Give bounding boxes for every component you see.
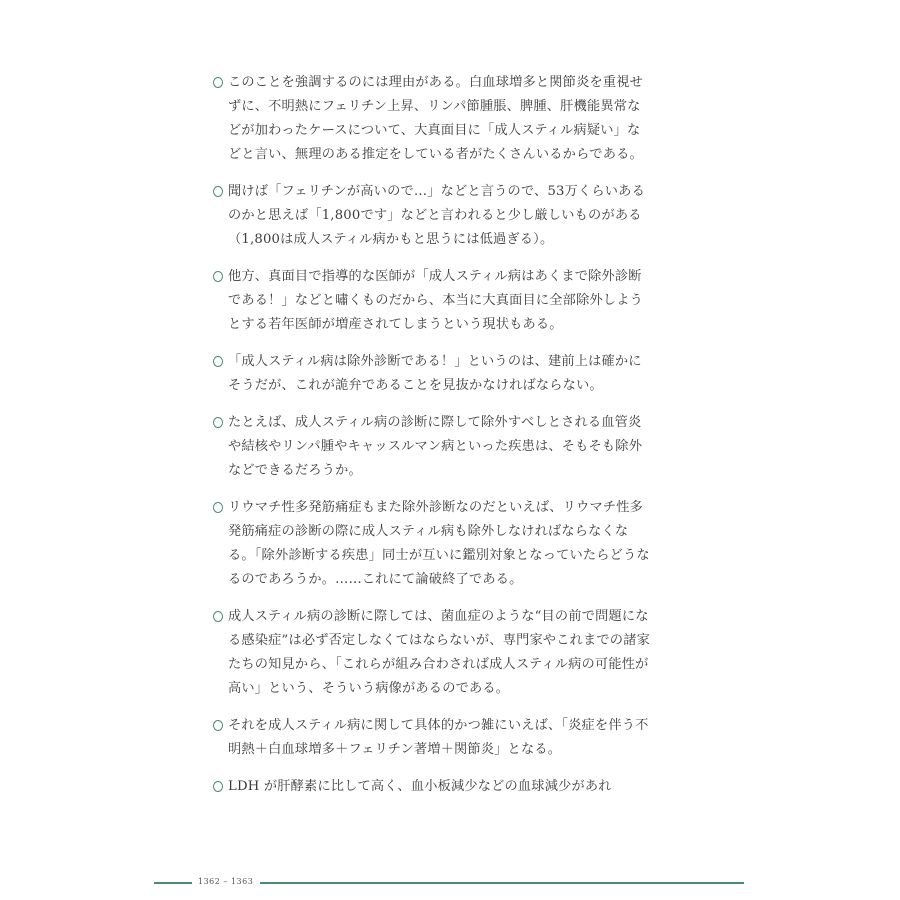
circle-bullet-icon <box>213 271 223 282</box>
paragraph-text: LDH が肝酵素に比して高く、血小板減少などの血球減少があれ <box>228 779 612 794</box>
circle-bullet-icon <box>213 186 223 197</box>
circle-bullet-icon <box>213 611 223 622</box>
circle-bullet-icon <box>213 720 223 731</box>
circle-bullet-icon <box>213 356 223 367</box>
footer-rule <box>154 882 192 884</box>
paragraph <box>213 180 653 252</box>
paragraph <box>213 350 653 398</box>
paragraph-text: たとえば、成人スティル病の診断に際して除外すべしとされる血管炎や結核やリンパ腫やキャッスルマン病といった疾患は、そもそも除外などできるだろうか。 <box>228 415 643 478</box>
paragraph-text: 他方、真面目で指導的な医師が「成人スティル病はあくまで除外診断である！」などと嘯くものだから、本当に大真面目に全部除外しようとする若年医師が増産されてしまうという現状もある。 <box>228 269 644 332</box>
paragraph <box>213 496 653 592</box>
paragraph <box>213 605 653 701</box>
circle-bullet-icon <box>213 417 223 428</box>
paragraph <box>213 411 653 483</box>
footer-rule <box>260 882 744 884</box>
paragraph <box>213 775 653 799</box>
paragraph-text: それを成人スティル病に関して具体的かつ雑にいえば、「炎症を伴う不明熱＋白血球増多＋フェリチン著増＋関節炎」となる。 <box>228 718 649 757</box>
circle-bullet-icon <box>213 77 223 88</box>
page-footer <box>154 876 744 888</box>
paragraph-text: 聞けば「フェリチンが高いので…」などと言うので、53万くらいあるのかと思えば「1,800です」などと言われると少し厳しいものがある（1,800は成人スティル病かもと思うには低過ぎる）。 <box>228 184 645 247</box>
page-numbers: 1362 – 1363 <box>198 877 254 886</box>
circle-bullet-icon <box>213 502 223 513</box>
paragraph <box>213 265 653 337</box>
paragraph <box>213 71 653 167</box>
body-text <box>213 71 653 812</box>
paragraph-text: このことを強調するのには理由がある。白血球増多と関節炎を重視せずに、不明熱にフェリチン上昇、リンパ節腫脹、脾腫、肝機能異常などが加わったケースについて、大真面目に「成人スティル病疑い」などと言い、無理のある推定をしている者がたくさんいるからである。 <box>228 75 644 162</box>
paragraph-text: 成人スティル病の診断に際しては、菌血症のような“目の前で問題になる感染症”は必ず否定しなくてはならないが、専門家やこれまでの諸家たちの知見から、「これらが組み合わされば成人スティル病の可能性が高い」という、そういう病像があるのである。 <box>228 609 650 696</box>
paragraph-text: リウマチ性多発筋痛症もまた除外診断なのだといえば、リウマチ性多発筋痛症の診断の際に成人スティル病も除外しなければならなくなる。「除外診断する疾患」同士が互いに鑑別対象となっていたらどうなるのであろうか。……これにて論破終了である。 <box>228 500 650 587</box>
paragraph-text: 「成人スティル病は除外診断である！」というのは、建前上は確かにそうだが、これが詭弁であることを見抜かなければならない。 <box>228 354 642 393</box>
paragraph <box>213 714 653 762</box>
circle-bullet-icon <box>213 781 223 792</box>
